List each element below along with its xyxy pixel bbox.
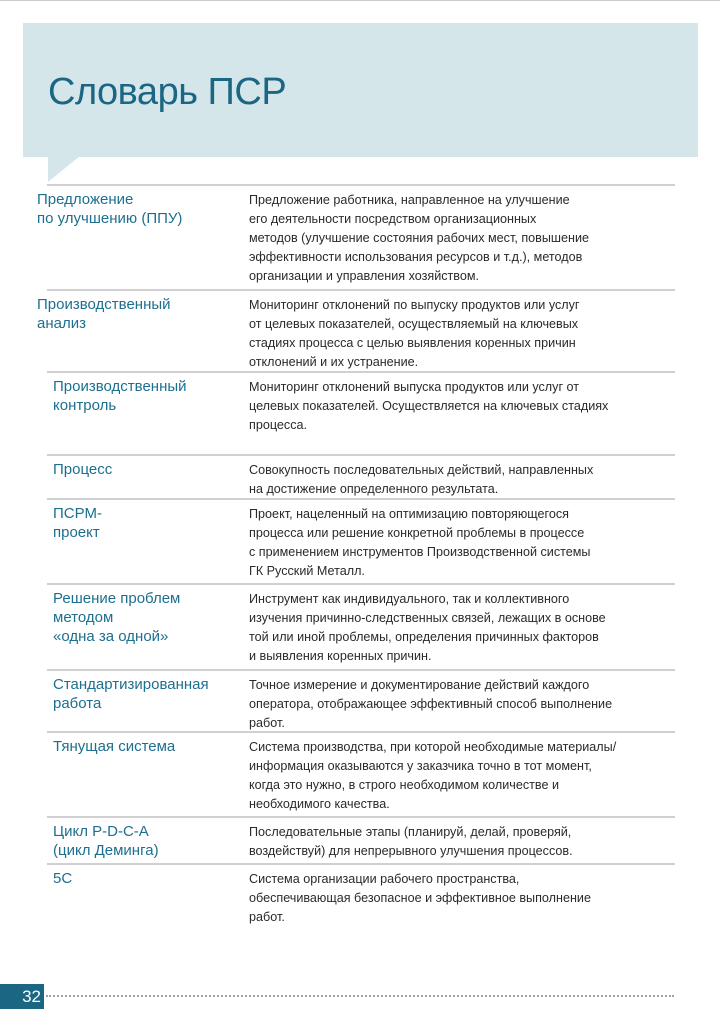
page-number: 32 <box>0 984 44 1009</box>
footer-dotted-rule <box>46 995 674 997</box>
glossary-row <box>47 454 675 498</box>
glossary-term: Предложение по улучшению (ППУ) <box>37 191 183 227</box>
glossary-definition: Точное измерение и документирование действий каждого оператора, отображающее эффективный способ выполнение работ. <box>249 678 613 730</box>
page-title: Словарь ПСР <box>48 71 287 113</box>
glossary-term: Тянущая система <box>53 738 176 755</box>
glossary-row <box>47 583 675 669</box>
glossary-definition: Совокупность последовательных действий, направленных на достижение определенного результата. <box>249 463 594 496</box>
glossary-term: Цикл P-D-C-A (цикл Деминга) <box>53 823 159 859</box>
glossary-term: Производственный анализ <box>37 296 171 332</box>
glossary-row <box>47 498 675 583</box>
glossary-term: Производственный контроль <box>53 378 187 414</box>
glossary-row <box>47 863 675 933</box>
glossary-row <box>37 184 675 289</box>
glossary-row <box>47 669 675 731</box>
glossary-table <box>37 184 675 933</box>
glossary-row <box>47 371 675 454</box>
glossary-definition: Предложение работника, направленное на улучшение его деятельности посредством организационных методов (улучшение состояния рабочих мест, повышение эффективности использования ресурсов и т.д.), методов организации и управления хозяйством. <box>249 193 589 283</box>
glossary-definition: Последовательные этапы (планируй, делай, проверяй, воздействуй) для непрерывного улучшения процессов. <box>249 825 573 858</box>
glossary-definition: Мониторинг отклонений по выпуску продуктов или услуг от целевых показателей, осуществляемый на ключевых стадиях процесса с целью выявления коренных причин отклонений и их устранение. <box>249 298 580 369</box>
glossary-row <box>47 731 675 816</box>
banner-pointer <box>48 156 80 182</box>
glossary-definition: Система производства, при которой необходимые материалы/ информация оказываются у заказчика точно в тот момент, когда это нужно, в строго необходимом количестве и необходимого качества. <box>249 740 617 811</box>
glossary-definition: Проект, нацеленный на оптимизацию повторяющегося процесса или решение конкретной проблемы в процессе с применением инструментов Производственной системы ГК Русский Металл. <box>249 507 591 578</box>
glossary-term: Процесс <box>53 461 113 478</box>
glossary-row <box>37 289 675 371</box>
glossary-definition: Система организации рабочего пространства, обеспечивающая безопасное и эффективное выполнение работ. <box>249 872 591 924</box>
glossary-term: 5С <box>53 870 73 887</box>
glossary-term: ПСРМ- проект <box>53 505 102 541</box>
glossary-definition: Мониторинг отклонений выпуска продуктов или услуг от целевых показателей. Осуществляется на ключевых стадиях процесса. <box>249 380 609 432</box>
glossary-term: Решение проблем методом «одна за одной» <box>53 590 181 645</box>
glossary-row <box>47 816 675 863</box>
glossary-term: Стандартизированная работа <box>53 676 209 712</box>
glossary-definition: Инструмент как индивидуального, так и коллективного изучения причинно-следственных связей, лежащих в основе той или иной проблемы, определения причинных факторов и выявления коренных причин. <box>249 592 606 663</box>
